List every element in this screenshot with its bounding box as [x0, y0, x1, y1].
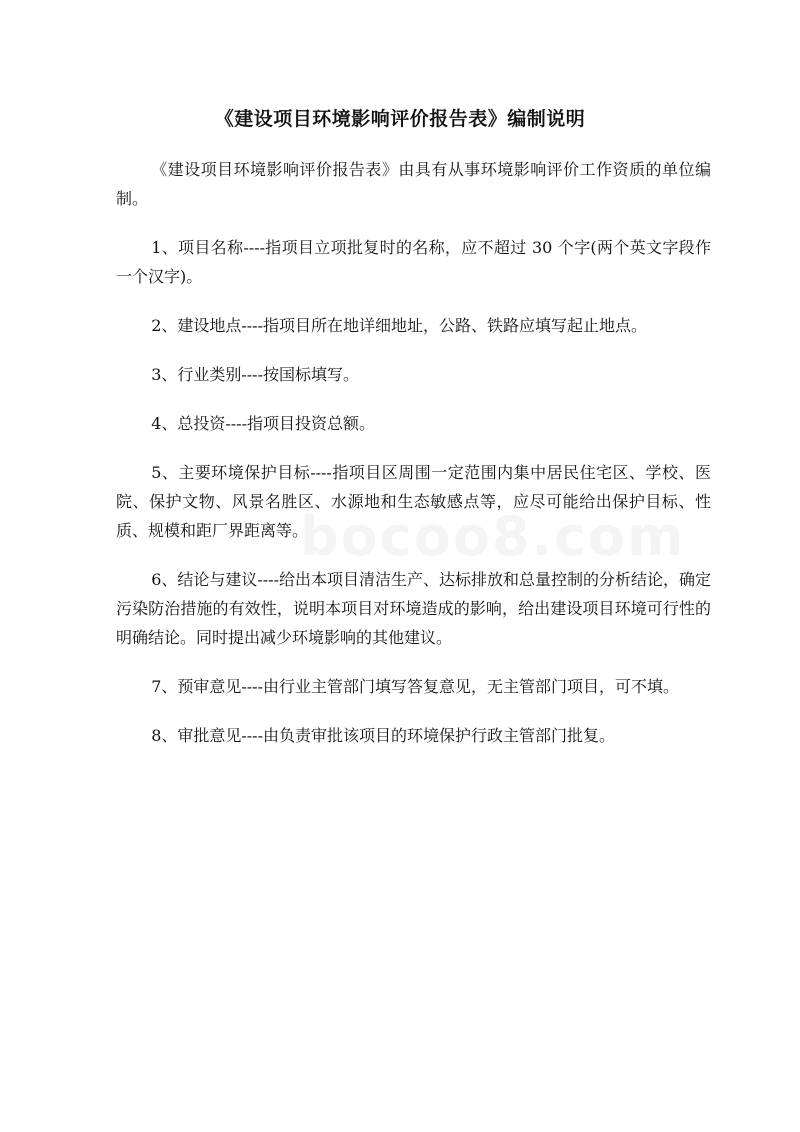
- item-project-name: 1、项目名称----指项目立项批复时的名称，应不超过 30 个字(两个英文字段作一个汉字)。: [116, 238, 711, 286]
- item-construction-site: 2、建设地点----指项目所在地详细地址，公路、铁路应填写起止地点。: [151, 316, 647, 335]
- document-title: 《建设项目环境影响评价报告表》编制说明: [214, 108, 586, 130]
- intro-paragraph: 《建设项目环境影响评价报告表》由具有从事环境影响评价工作资质的单位编制。: [116, 160, 711, 208]
- item-total-investment: 4、总投资----指项目投资总额。: [151, 414, 375, 433]
- item-approval: 8、审批意见----由负责审批该项目的环境保护行政主管部门批复。: [151, 726, 615, 745]
- item-industry-category: 3、行业类别----按国标填写。: [151, 365, 359, 384]
- item-conclusions: 6、结论与建议----给出本项目清洁生产、达标排放和总量控制的分析结论，确定污染防治措施的有效性，说明本项目对环境造成的影响，给出建设项目环境可行性的明确结论。同时提出减少环境影响的其他建议。: [116, 570, 711, 647]
- document-body: [116, 155, 711, 770]
- item-pre-review: 7、预审意见----由行业主管部门填写答复意见，无主管部门项目，可不填。: [151, 677, 679, 696]
- item-protection-targets: 5、主要环境保护目标----指项目区周围一定范围内集中居民住宅区、学校、医院、保护文物、风景名胜区、水源地和生态敏感点等，应尽可能给出保护目标、性质、规模和距厂界距离等。: [116, 463, 711, 540]
